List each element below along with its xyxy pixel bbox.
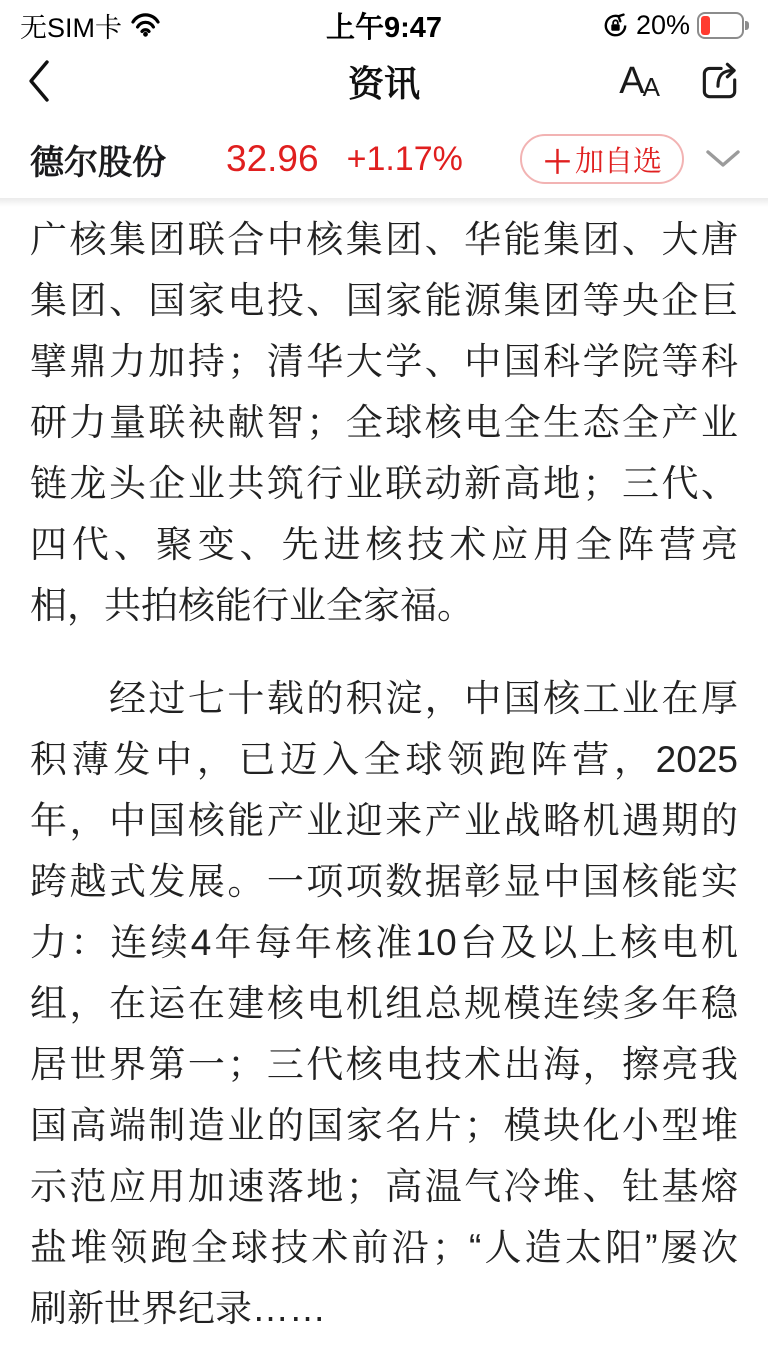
wifi-icon: [130, 13, 161, 37]
battery-icon: [697, 12, 752, 39]
article-line: 示范应用加速落地；高温气冷堆、钍基熔: [30, 1166, 738, 1207]
battery-percent-label: 20%: [635, 9, 690, 40]
font-size-button[interactable]: A A: [619, 60, 660, 102]
stock-name: 德尔股份: [30, 143, 166, 182]
stock-bar-shadow: [0, 198, 768, 207]
share-icon: [696, 58, 742, 104]
collapse-button[interactable]: [704, 148, 742, 170]
article-paragraph: [30, 668, 738, 1339]
plus-icon: ＋: [541, 144, 573, 180]
page-title: 资讯: [347, 62, 420, 104]
article-line: 居世界第一；三代核电技术出海，擦亮我: [30, 1044, 738, 1085]
nav-actions: [619, 58, 742, 104]
article-line: 广核集团联合中核集团、华能集团、大唐: [30, 219, 738, 260]
article-line: 链龙头企业共筑行业联动新高地；三代、: [30, 463, 738, 504]
carrier-label: 无SIM卡: [20, 12, 123, 43]
share-button[interactable]: [696, 58, 742, 104]
article-line: 擘鼎力加持；清华大学、中国科学院等科: [30, 341, 738, 382]
article-line: 研力量联袂献智；全球核电全生态全产业: [30, 402, 738, 443]
stock-bar: [0, 120, 768, 198]
status-right: [602, 10, 752, 41]
article-line: 相，共拍核能行业全家福。: [30, 585, 474, 626]
article-line: 刷新世界纪录……: [30, 1288, 326, 1329]
article-line: 国高端制造业的国家名片；模块化小型堆: [30, 1105, 738, 1146]
article-line: 四代、聚变、先进核技术应用全阵营亮: [30, 524, 738, 565]
article-line: 集团、国家电投、国家能源集团等央企巨: [30, 280, 738, 321]
stock-price: 32.96: [226, 138, 319, 179]
article-line: 力：连续4年每年核准10台及以上核电机: [30, 922, 738, 963]
back-button[interactable]: [26, 58, 52, 104]
status-time: 上午9:47: [325, 11, 443, 44]
nav-bar: [0, 42, 768, 120]
article-line: 年，中国核能产业迎来产业战略机遇期的: [30, 800, 738, 841]
status-left: [20, 6, 161, 45]
article-paragraph: [30, 209, 738, 636]
add-watchlist-button[interactable]: [520, 134, 684, 184]
chevron-left-icon: [26, 58, 52, 104]
article-line: 经过七十载的积淀，中国核工业在厚: [30, 678, 738, 719]
rotation-lock-icon: [602, 12, 629, 39]
article-body: [0, 207, 768, 1339]
article-line: 组，在运在建核电机组总规模连续多年稳: [30, 983, 738, 1024]
font-size-icon: A: [619, 60, 645, 102]
article-line: 盐堆领跑全球技术前沿；“人造太阳”屡次: [30, 1227, 738, 1268]
add-watchlist-label: 加自选: [574, 145, 662, 178]
article-line: 跨越式发展。一项项数据彰显中国核能实: [30, 861, 738, 902]
status-bar: [0, 0, 768, 42]
article-line: 积薄发中，已迈入全球领跑阵营，2025: [30, 739, 738, 780]
stock-change: +1.17%: [346, 139, 463, 178]
chevron-down-icon: [704, 148, 742, 170]
